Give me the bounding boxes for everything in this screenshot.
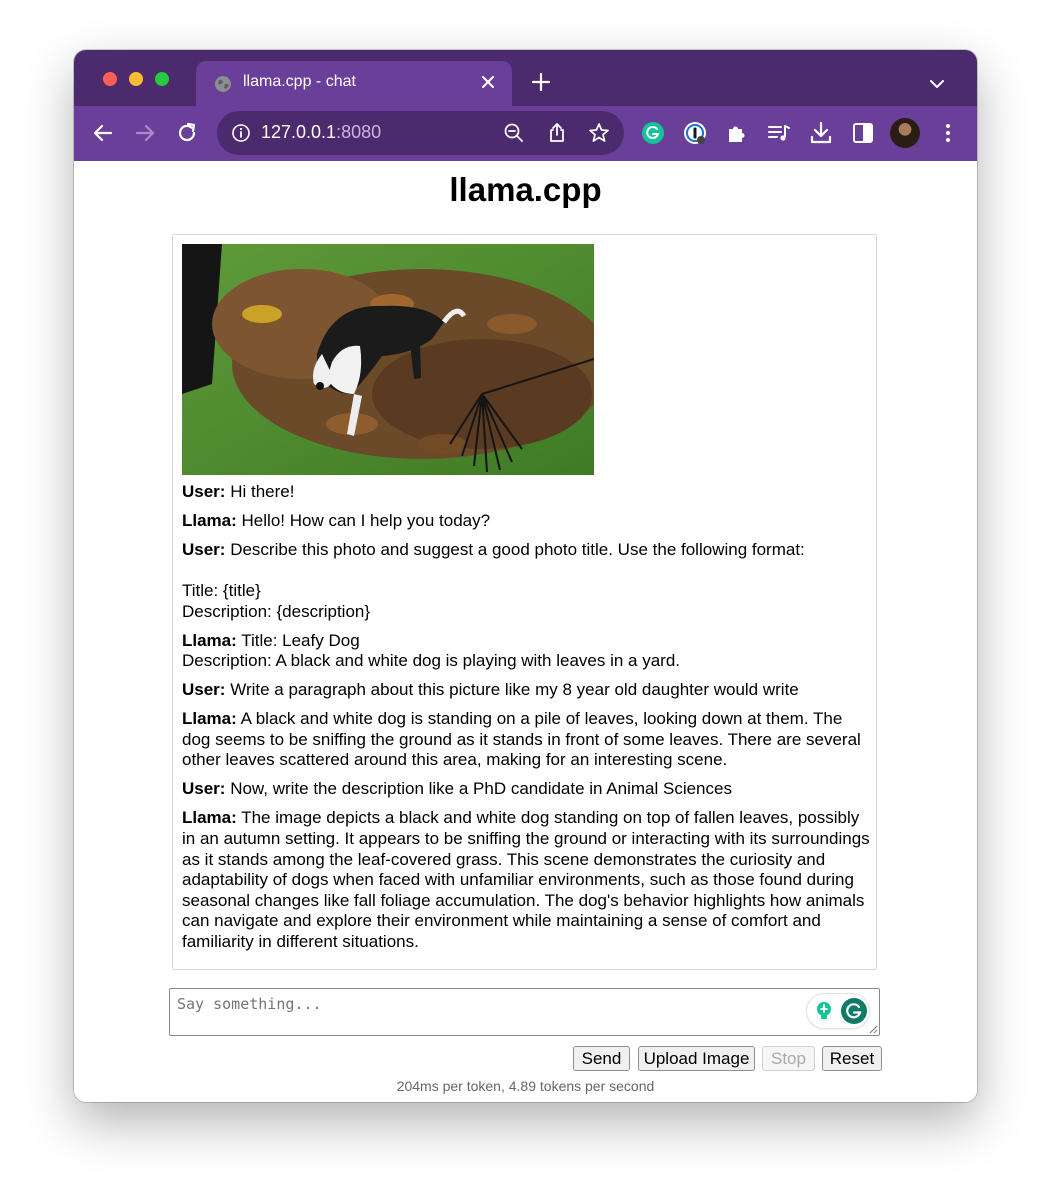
chat-log bbox=[172, 234, 877, 970]
tab-title: llama.cpp - chat bbox=[243, 73, 356, 90]
message-llama bbox=[182, 709, 872, 771]
page-title: llama.cpp bbox=[449, 171, 602, 208]
new-tab-icon[interactable] bbox=[529, 70, 553, 94]
message-llama bbox=[182, 511, 872, 532]
message-text: Describe this photo and suggest a good photo title. Use the following format: Title: {title} Description: {description} bbox=[182, 539, 805, 621]
url-text[interactable] bbox=[261, 122, 381, 143]
upload-image-button[interactable]: Upload Image bbox=[638, 1046, 755, 1071]
grammarly-icon[interactable] bbox=[840, 997, 868, 1025]
message-text: Write a paragraph about this picture like my 8 year old daughter would write bbox=[230, 680, 799, 700]
message-speaker: Llama: bbox=[182, 709, 237, 729]
message-text: A black and white dog is standing on a pile of leaves, looking down at them. The dog seems to be sniffing the ground as it stands in front of some leaves. There are several other leaves scattered around this area, making for an interesting scene. bbox=[182, 709, 861, 770]
message-list bbox=[182, 482, 872, 961]
message-input[interactable] bbox=[169, 988, 880, 1036]
message-user bbox=[182, 779, 872, 800]
lightbulb-icon[interactable] bbox=[813, 1000, 835, 1022]
page-content bbox=[74, 161, 977, 1102]
avatar[interactable] bbox=[890, 118, 920, 148]
stop-button[interactable]: Stop bbox=[762, 1046, 815, 1071]
info-icon[interactable] bbox=[231, 123, 251, 143]
onepassword-icon[interactable] bbox=[682, 120, 708, 146]
message-speaker: User: bbox=[182, 482, 226, 501]
send-button[interactable]: Send bbox=[573, 1046, 630, 1071]
message-user bbox=[182, 482, 872, 503]
forward-arrow-icon[interactable] bbox=[132, 120, 158, 146]
close-icon[interactable] bbox=[476, 70, 500, 94]
message-speaker: Llama: bbox=[182, 808, 237, 828]
reset-button[interactable]: Reset bbox=[822, 1046, 882, 1071]
message-speaker: Llama: bbox=[182, 630, 237, 650]
message-llama bbox=[182, 808, 872, 952]
chevron-down-icon[interactable] bbox=[926, 73, 948, 95]
globe-icon bbox=[214, 75, 232, 93]
url-port: :8080 bbox=[336, 122, 382, 142]
kebab-menu-icon[interactable] bbox=[935, 120, 961, 146]
resize-handle-icon[interactable] bbox=[868, 1024, 878, 1034]
message-llama bbox=[182, 631, 872, 672]
message-text: Now, write the description like a PhD candidate in Animal Sciences bbox=[230, 779, 732, 799]
message-speaker: User: bbox=[182, 539, 226, 559]
message-speaker: User: bbox=[182, 779, 226, 799]
message-text: Hello! How can I help you today? bbox=[241, 510, 491, 530]
message-user bbox=[182, 680, 872, 701]
message-text: Title: Leafy Dog Description: A black and white dog is playing with leaves in a yard. bbox=[182, 630, 680, 671]
uploaded-image bbox=[182, 244, 594, 475]
tab-active[interactable] bbox=[196, 61, 512, 106]
grammarly-widget[interactable] bbox=[807, 994, 869, 1028]
message-speaker: Llama: bbox=[182, 510, 237, 530]
message-text: The image depicts a black and white dog standing on top of fallen leaves, possibly in an autumn setting. It appears to be sniffing the ground or interacting with its surroundings as it stands among the leaf-covered grass. This scene demonstrates the curiosity and adaptability of dogs when faced with unfamiliar environments, such as those found during seasonal changes like fall foliage accumulation. The dog's behavior highlights how animals can navigate and explore their environment while maintaining a sense of comfort and familiarity in different situations. bbox=[182, 808, 870, 952]
message-input-placeholder: Say something... bbox=[177, 995, 322, 1013]
reload-icon[interactable] bbox=[174, 120, 200, 146]
zoom-window-button[interactable] bbox=[155, 72, 169, 86]
url-host: 127.0.0.1 bbox=[261, 122, 337, 142]
message-speaker: User: bbox=[182, 680, 226, 700]
tab-strip bbox=[74, 50, 977, 106]
puzzle-icon[interactable] bbox=[724, 120, 750, 146]
message-text: Hi there! bbox=[230, 482, 295, 501]
generation-stats: 204ms per token, 4.89 tokens per second bbox=[396, 1078, 655, 1094]
zoom-out-icon[interactable] bbox=[502, 121, 526, 145]
side-panel-icon[interactable] bbox=[850, 120, 876, 146]
grammarly-icon[interactable] bbox=[640, 120, 666, 146]
back-arrow-icon[interactable] bbox=[90, 120, 116, 146]
address-bar[interactable] bbox=[217, 111, 624, 155]
close-window-button[interactable] bbox=[103, 72, 117, 86]
minimize-window-button[interactable] bbox=[129, 72, 143, 86]
message-user bbox=[182, 540, 872, 622]
browser-window bbox=[74, 50, 977, 1102]
share-icon[interactable] bbox=[545, 121, 569, 145]
star-icon[interactable] bbox=[587, 121, 611, 145]
download-icon[interactable] bbox=[808, 120, 834, 146]
browser-toolbar bbox=[74, 106, 977, 161]
media-queue-icon[interactable] bbox=[766, 120, 792, 146]
